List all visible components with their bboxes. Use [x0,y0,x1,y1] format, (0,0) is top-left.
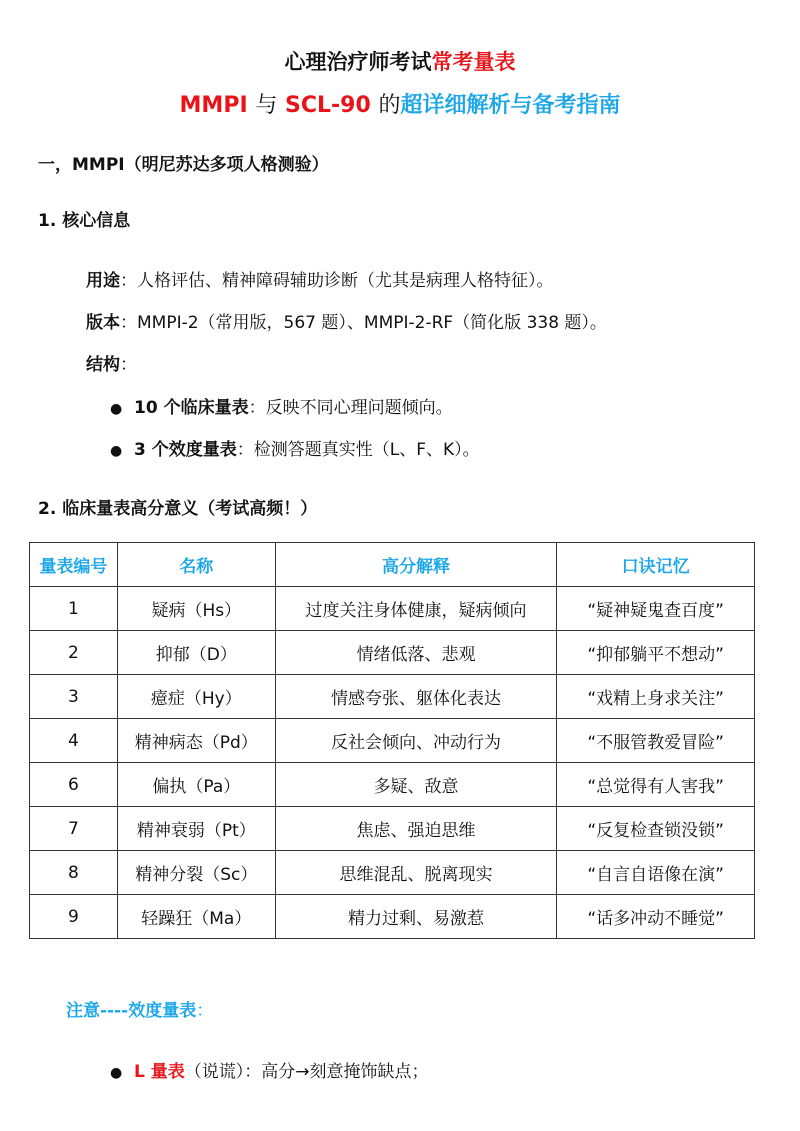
cell-interpretation: 过度关注身体健康，疑病倾向 [275,587,557,631]
clinical-scales-heading: 2. 临床量表高分意义（考试高频！） [38,499,318,519]
usage-label: 用途 [86,271,120,291]
cell-interpretation: 情感夸张、躯体化表达 [275,675,557,719]
cell-mnemonic: “抑郁躺平不想动” [557,631,755,675]
version-label: 版本 [86,313,120,333]
subtitle-mmpi: MMPI [179,93,248,118]
cell-number: 7 [30,807,118,851]
bullet-text: ：检测答题真实性（L、F、K）。 [236,440,480,460]
title-part-black: 心理治疗师考试 [284,50,432,74]
usage-line [86,266,554,291]
list-item [110,393,453,418]
version-line [86,308,607,333]
table-row [30,851,755,895]
table-row [30,631,755,675]
bullet-text: ：反映不同心理问题倾向。 [248,398,453,418]
structure-label: 结构 [86,355,120,375]
structure-line [86,350,137,375]
cell-number: 3 [30,675,118,719]
note-label: 注意----效度量表 [66,1001,197,1021]
cell-name: 轻躁狂（Ma） [117,895,275,939]
usage-text: ：人格评估、精神障碍辅助诊断（尤其是病理人格特征）。 [120,271,554,291]
table-row [30,675,755,719]
cell-interpretation: 思维混乱、脱离现实 [275,851,557,895]
cell-name: 精神分裂（Sc） [117,851,275,895]
subtitle-rest: 超详细解析与备考指南 [400,93,621,118]
column-header-name: 名称 [117,543,275,587]
cell-mnemonic: “自言自语像在演” [557,851,755,895]
table-row [30,719,755,763]
note-colon: ： [196,1001,214,1021]
column-header-number: 量表编号 [30,543,118,587]
page-title [0,46,800,76]
subtitle-scl: SCL-90 [285,93,371,118]
table-header-row [30,543,755,587]
bullet-dot-icon: ● [110,401,123,417]
cell-number: 1 [30,587,118,631]
bullet-bold: 3 个效度量表 [134,440,237,460]
version-text: ：MMPI-2（常用版，567 题）、MMPI-2-RF（简化版 338 题）。 [120,313,607,333]
cell-number: 6 [30,763,118,807]
table-row [30,763,755,807]
core-info-heading: 1. 核心信息 [38,211,131,231]
cell-number: 4 [30,719,118,763]
cell-number: 9 [30,895,118,939]
table-row [30,587,755,631]
validity-scales-note [66,996,213,1021]
subtitle-and: 与 [255,93,278,118]
clinical-scales-table [29,542,755,939]
bullet-bold: 10 个临床量表 [134,398,249,418]
l-scale-label: L 量表 [134,1062,185,1082]
cell-number: 8 [30,851,118,895]
title-part-red: 常考量表 [431,50,516,74]
cell-name: 癔症（Hy） [117,675,275,719]
cell-mnemonic: “反复检查锁没锁” [557,807,755,851]
list-item [110,435,480,460]
cell-name: 偏执（Pa） [117,763,275,807]
table-row [30,895,755,939]
page-subtitle [0,88,800,119]
bullet-dot-icon: ● [110,1065,123,1081]
cell-interpretation: 情绪低落、悲观 [275,631,557,675]
cell-mnemonic: “总觉得有人害我” [557,763,755,807]
list-item [110,1057,429,1082]
cell-name: 抑郁（D） [117,631,275,675]
structure-text: ： [120,355,137,375]
column-header-interpretation: 高分解释 [275,543,557,587]
cell-name: 精神病态（Pd） [117,719,275,763]
bullet-dot-icon: ● [110,443,123,459]
cell-mnemonic: “不服管教爱冒险” [557,719,755,763]
cell-interpretation: 多疑、敌意 [275,763,557,807]
subtitle-de: 的 [378,93,401,118]
section-heading-mmpi: 一，MMPI（明尼苏达多项人格测验） [38,155,329,175]
table-row [30,807,755,851]
cell-interpretation: 焦虑、强迫思维 [275,807,557,851]
cell-mnemonic: “疑神疑鬼查百度” [557,587,755,631]
cell-number: 2 [30,631,118,675]
l-scale-text: （说谎）：高分→刻意掩饰缺点； [184,1062,429,1082]
cell-mnemonic: “话多冲动不睡觉” [557,895,755,939]
cell-mnemonic: “戏精上身求关注” [557,675,755,719]
column-header-mnemonic: 口诀记忆 [557,543,755,587]
cell-interpretation: 精力过剩、易激惹 [275,895,557,939]
cell-interpretation: 反社会倾向、冲动行为 [275,719,557,763]
cell-name: 疑病（Hs） [117,587,275,631]
cell-name: 精神衰弱（Pt） [117,807,275,851]
